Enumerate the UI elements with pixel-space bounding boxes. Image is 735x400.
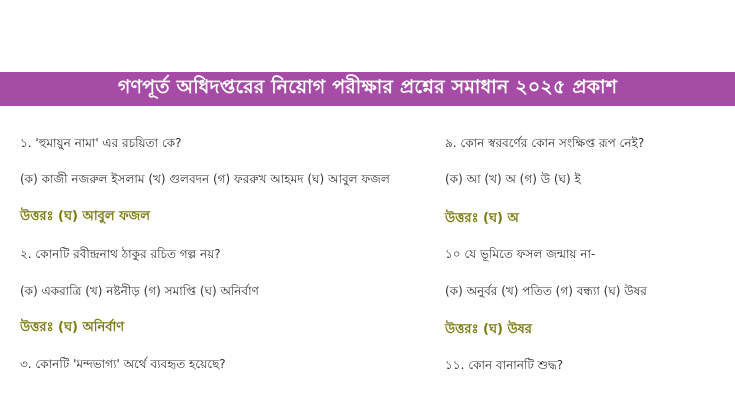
- question-9-answer: উত্তরঃ (ঘ) অ: [445, 211, 519, 226]
- question-1-answer: উত্তরঃ (ঘ) আবুল ফজল: [20, 209, 150, 224]
- question-10: ১০ যে ভূমিতে ফসল জন্মায় না-: [445, 247, 596, 261]
- question-3: ৩. কোনটি 'মন্দভাগ্য' অর্থে ব্যবহৃত হয়েছে?: [20, 357, 226, 371]
- page-title: গণপূর্ত অধিদপ্তরের নিয়োগ পরীক্ষার প্রশ্নের সমাধান ২০২৫ প্রকাশ: [117, 76, 618, 98]
- question-10-answer: উত্তরঃ (ঘ) উষর: [445, 322, 532, 337]
- question-1: ১. 'হুমায়ুন নামা' এর রচয়িতা কে?: [20, 136, 182, 150]
- question-11: ১১. কোন বানানটি শুদ্ধ?: [445, 358, 564, 372]
- question-2-options: (ক) একরাত্রি (খ) নষ্টনীড় (গ) সমাপ্তি (ঘ) অনির্বাণ: [20, 284, 259, 298]
- question-9-options: (ক) আ (খ) অ (গ) উ (ঘ) ই: [445, 172, 581, 186]
- question-10-options: (ক) অনুর্বর (খ) পতিত (গ) বন্ধ্যা (ঘ) উষর: [445, 284, 647, 298]
- title-banner: [0, 72, 735, 106]
- question-9: ৯. কোন স্বরবর্ণের কোন সংক্ষিপ্ত রূপ নেই?: [445, 136, 645, 150]
- question-2-answer: উত্তরঃ (ঘ) অনির্বাণ: [20, 320, 125, 335]
- question-2: ২. কোনটি রবীন্দ্রনাথ ঠাকুর রচিত গল্প নয়?: [20, 247, 221, 261]
- question-1-options: (ক) কাজী নজরুল ইসলাম (খ) গুলবদন (গ) ফররুখ আহমদ (ঘ) আবুল ফজল: [20, 172, 390, 186]
